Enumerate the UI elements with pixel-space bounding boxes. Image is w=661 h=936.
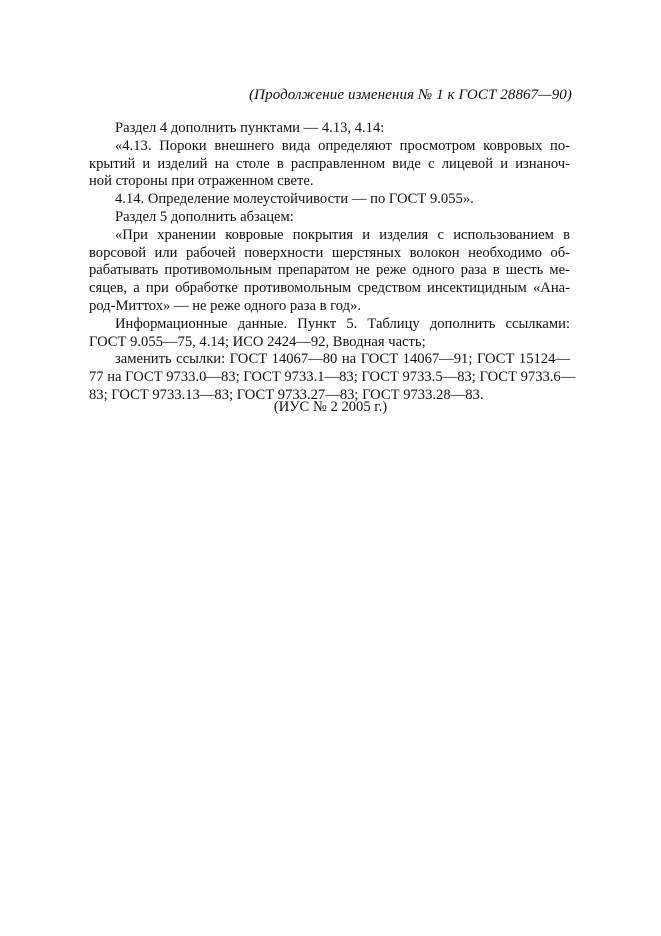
text-line: 77 на ГОСТ 9733.0—83; ГОСТ 9733.1—83; ГОСТ 9733.5—83; ГОСТ 9733.6— — [89, 369, 576, 386]
amendment-body — [89, 120, 576, 405]
text-line: заменить ссылки: ГОСТ 14067—80 на ГОСТ 14067—91; ГОСТ 15124— — [115, 351, 570, 368]
text-line: ворсовой или рабочей поверхности шерстяных волокон необходимо об- — [89, 244, 570, 261]
text-line: 4.14. Определение молеустойчивости — по ГОСТ 9.055». — [115, 191, 474, 208]
text-line: 83; ГОСТ 9733.13—83; ГОСТ 9733.27—83; ГОСТ 9733.28—83. — [89, 386, 484, 403]
text-line: крытий и изделий на столе в расправленном виде с лицевой и изнаноч- — [89, 155, 570, 172]
text-line: Информационные данные. Пункт 5. Таблицу дополнить ссылками: — [115, 315, 570, 332]
text-line: рабатывать противомольным препаратом не реже одного раза в шесть ме- — [89, 262, 570, 279]
amendment-reference: (Продолжение изменения № 1 к ГОСТ 28867—90) — [249, 87, 572, 103]
text-line: «4.13. Пороки внешнего вида определяют просмотром ковровых по- — [115, 137, 570, 154]
text-line: «При хранении ковровые покрытия и изделия с использованием в — [115, 226, 570, 243]
text-line: ной стороны при отраженном свете. — [89, 173, 314, 190]
text-line: сяцев, а при обработке противомольным средством инсектицидным «Ана- — [89, 280, 570, 297]
text-line: Раздел 4 дополнить пунктами — 4.13, 4.14: — [115, 120, 385, 136]
text-line: род-Миттох» — не реже одного раза в год». — [89, 297, 361, 314]
publication-source: (ИУС № 2 2005 г.) — [273, 399, 388, 415]
text-line: Раздел 5 дополнить абзацем: — [115, 208, 294, 225]
text-line: ГОСТ 9.055—75, 4.14; ИСО 2424—92, Вводная часть; — [89, 333, 426, 350]
